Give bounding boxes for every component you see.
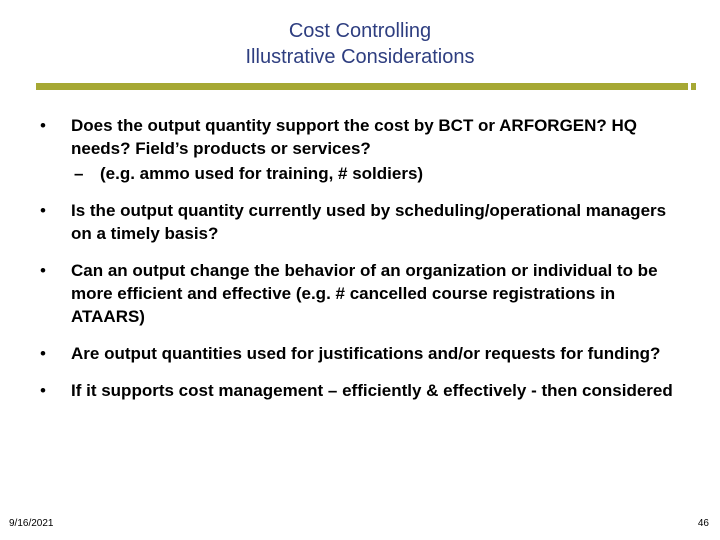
bullet-item xyxy=(36,114,686,185)
bullet-list xyxy=(36,114,686,416)
footer-date: 9/16/2021 xyxy=(9,518,54,529)
page-number: 46 xyxy=(697,518,709,529)
sub-bullet-text: (e.g. ammo used for training, # soldiers) xyxy=(100,164,424,183)
sub-bullet-item xyxy=(71,162,686,185)
bullet-icon: • xyxy=(40,261,46,280)
dash-icon: – xyxy=(74,164,84,183)
title-divider xyxy=(36,83,688,90)
bullet-icon: • xyxy=(40,116,46,135)
bullet-text: Is the output quantity currently used by scheduling/operational managers on a timely basis? xyxy=(71,201,667,243)
bullet-icon: • xyxy=(40,201,46,220)
bullet-text: Does the output quantity support the cost by BCT or ARFORGEN? HQ needs? Field’s products or services? xyxy=(71,116,638,158)
slide-title xyxy=(0,18,720,70)
bullet-item xyxy=(36,259,686,328)
bullet-icon: • xyxy=(40,381,46,400)
bullet-text: Are output quantities used for justifications and/or requests for funding? xyxy=(71,344,661,363)
bullet-text: If it supports cost management – efficiently & effectively - then considered xyxy=(71,381,673,400)
bullet-icon: • xyxy=(40,344,46,363)
title-line-1: Cost Controlling xyxy=(288,20,432,42)
bullet-item xyxy=(36,379,686,402)
bullet-text: Can an output change the behavior of an organization or individual to be more efficient and effective (e.g. # cancelled course registrations in ATAARS) xyxy=(71,261,658,326)
bullet-item xyxy=(36,199,686,245)
title-divider-accent xyxy=(691,83,696,90)
title-line-2: Illustrative Considerations xyxy=(245,46,475,68)
bullet-item xyxy=(36,342,686,365)
